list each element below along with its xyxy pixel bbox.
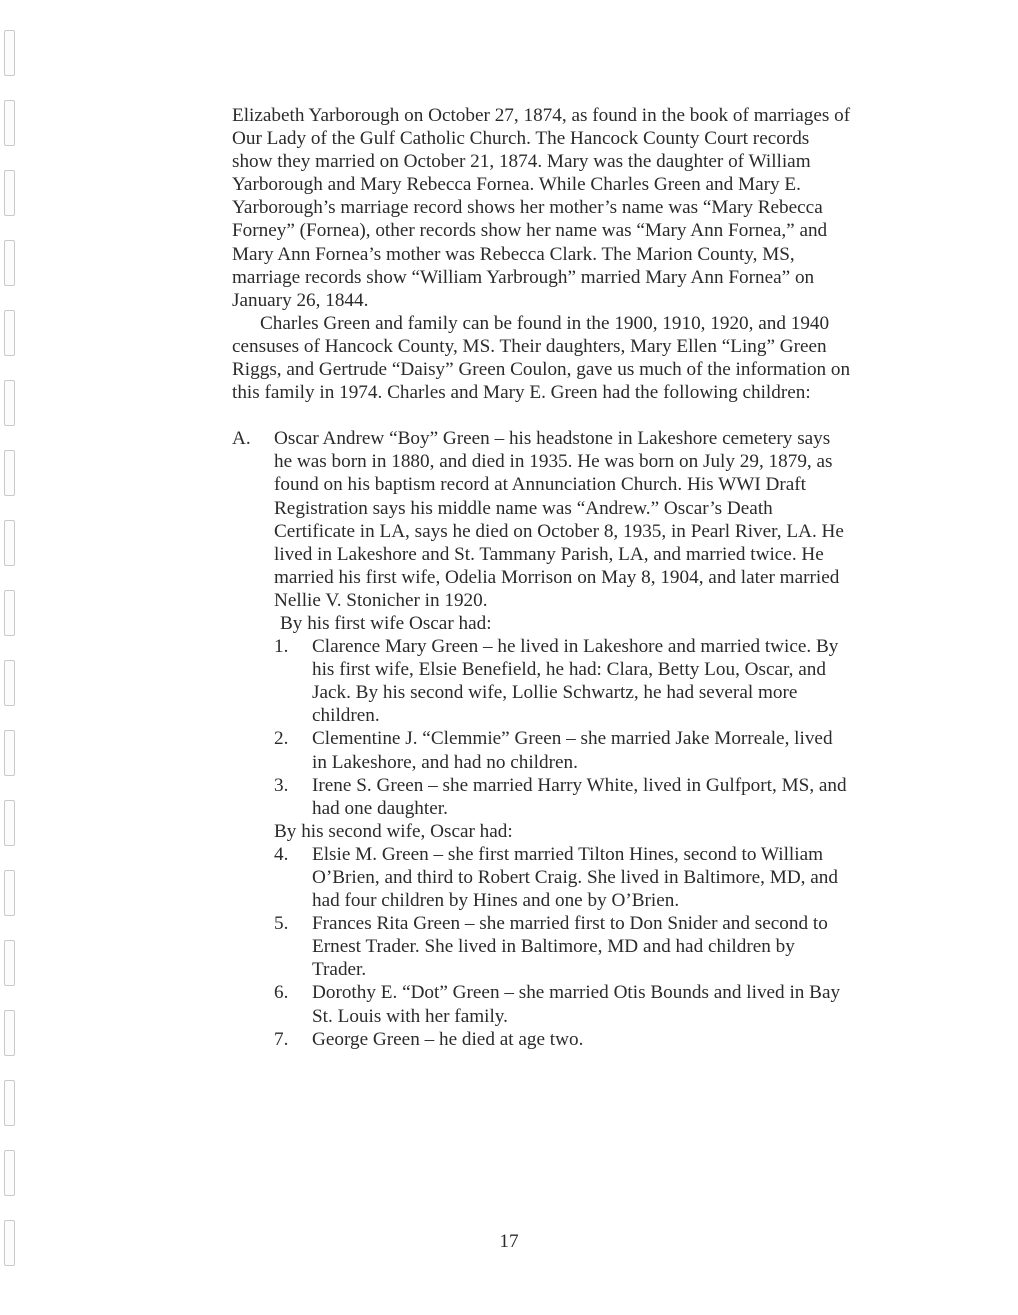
body-paragraph: Elizabeth Yarborough on October 27, 1874, as found in the book of marriages of Our Lady of the Gulf Catholic Church. The Hancock County Court records show they married on October 21, 1874. Mary was the daughter of William Yarborough and Mary Rebecca Fornea. While Charles Green and Mary E. Yarborough’s marriage record shows her mother’s name was “Mary Rebecca Forney” (Fornea), other records show her name was “Mary Ann Fornea,” and Mary Ann Fornea’s mother was Rebecca Clark. The Marion County, MS, marriage records show “William Yarbrough” married Mary Ann Fornea” on January 26, 1844. [232, 105, 851, 311]
list-item-text: George Green – he died at age two. [312, 1028, 584, 1050]
binder-hole [4, 940, 15, 986]
list-item [232, 727, 852, 773]
body-paragraph: Charles Green and family can be found in the 1900, 1910, 1920, and 1940 censuses of Hancock County, MS. Their daughters, Mary Ellen “Ling” Green Riggs, and Gertrude “Daisy” Green Coulon, gave us much of the information on this family in 1974. Charles and Mary E. Green had the following children: [232, 312, 851, 404]
binder-hole [4, 450, 15, 496]
list-item-number: 3. [274, 774, 289, 796]
list-item-text: Dorothy E. “Dot” Green – she married Otis Bounds and lived in Bay St. Louis with her family. [312, 982, 841, 1027]
binder-hole [4, 380, 15, 426]
binder-hole [4, 100, 15, 146]
list-item [232, 843, 852, 912]
list-item-number: 6. [274, 982, 289, 1004]
binder-hole [4, 170, 15, 216]
binder-hole [4, 30, 15, 76]
list-item [232, 912, 852, 981]
list-item-number: 7. [274, 1028, 289, 1050]
binder-hole [4, 590, 15, 636]
binder-hole [4, 870, 15, 916]
list-item-text: Irene S. Green – she married Harry White, lived in Gulfport, MS, and had one daughter. [312, 774, 847, 819]
list-item-label: A. [232, 428, 251, 450]
binder-hole [4, 1150, 15, 1196]
list-item-text: Frances Rita Green – she married first to Don Snider and second to Ernest Trader. She lived in Baltimore, MD and had children by Trader. [312, 913, 828, 981]
list-item [232, 1028, 852, 1051]
binder-hole [4, 800, 15, 846]
first-wife-children-list [232, 635, 852, 820]
list-item [232, 774, 852, 820]
list-item-text: Clementine J. “Clemmie” Green – she married Jake Morreale, lived in Lakeshore, and had no children. [312, 728, 833, 773]
binder-hole [4, 730, 15, 776]
list-item [232, 981, 852, 1027]
first-wife-intro: By his first wife Oscar had: [280, 612, 492, 634]
list-item-a [232, 427, 852, 612]
binder-hole [4, 240, 15, 286]
list-item-text: Clarence Mary Green – he lived in Lakeshore and married twice. By his first wife, Elsie Benefield, he had: Clara, Betty Lou, Oscar, and Jack. By his second wife, Lollie Schwartz, he had several more children. [312, 636, 839, 727]
page-number: 17 [499, 1231, 519, 1252]
binder-hole [4, 660, 15, 706]
second-wife-children-list [232, 843, 852, 1051]
list-item [232, 635, 852, 727]
second-wife-intro: By his second wife, Oscar had: [274, 820, 513, 842]
binder-hole-marks [4, 30, 20, 1290]
binder-hole [4, 520, 15, 566]
list-item-number: 2. [274, 728, 289, 750]
list-item-number: 1. [274, 636, 289, 658]
paragraph-spacer [232, 404, 852, 427]
binder-hole [4, 310, 15, 356]
binder-hole [4, 1010, 15, 1056]
binder-hole [4, 1080, 15, 1126]
list-item-number: 5. [274, 913, 289, 935]
list-item-number: 4. [274, 843, 289, 865]
list-item-text: Elsie M. Green – she first married Tilton Hines, second to William O’Brien, and third to Robert Craig. She lived in Baltimore, MD, and had four children by Hines and one by O’Brien. [312, 843, 838, 912]
page-body [232, 104, 852, 1051]
list-item-text: Oscar Andrew “Boy” Green – his headstone in Lakeshore cemetery says he was born in 1880, and died in 1935. He was born on July 29, 1879, as found on his baptism record at Annunciation Church. His WWI Draft Registration says his middle name was “Andrew.” Oscar’s Death Certificate in LA, says he died on October 8, 1935, in Pearl River, LA. He lived in Lakeshore and St. Tammany Parish, LA, and married twice. He married his first wife, Odelia Morrison on May 8, 1904, and later married Nellie V. Stonicher in 1920. [274, 428, 844, 611]
